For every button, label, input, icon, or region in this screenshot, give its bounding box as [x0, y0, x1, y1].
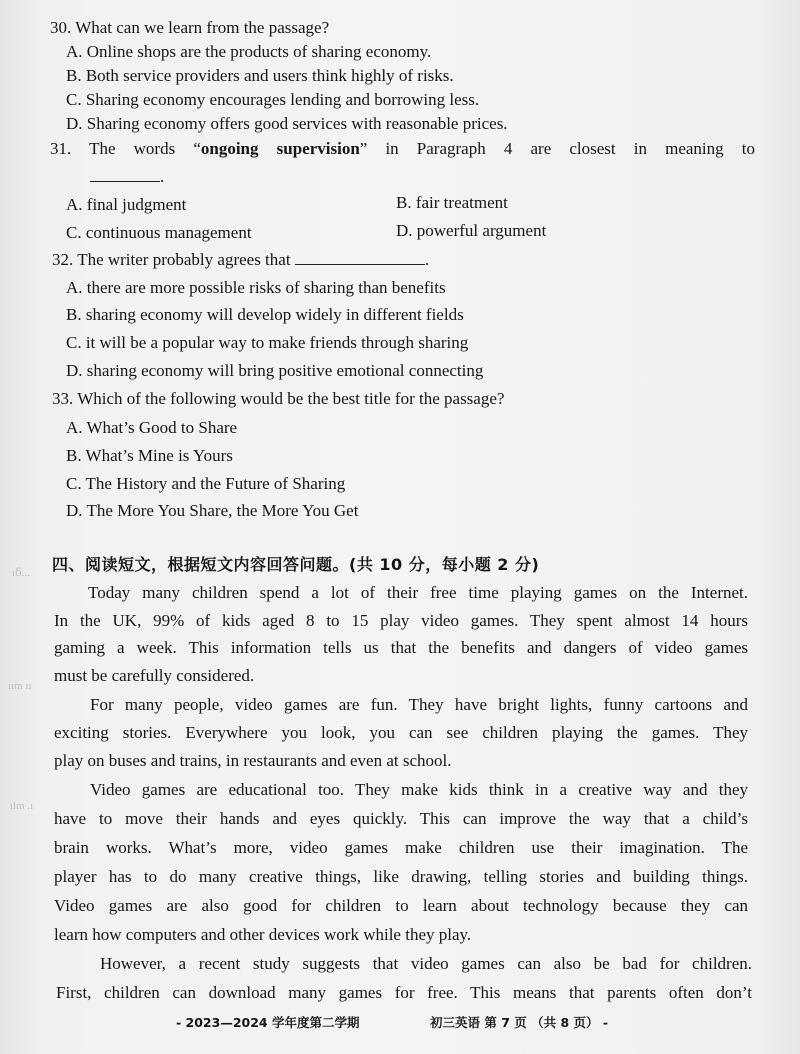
- passage-line: However, a recent study suggests that video games can also be bad for children.: [100, 954, 752, 973]
- passage-line: brain works. What’s more, video games make children use their imagination. The: [54, 838, 748, 857]
- passage-line: Video games are educational too. They make kids think in a creative way and they: [90, 780, 748, 799]
- passage-line: For many people, video games are fun. They have bright lights, funny cartoons and: [90, 695, 748, 714]
- q31-stem-bold: ongoing supervision: [200, 139, 360, 158]
- footer-page-number: 初三英语 第 7 页 （共 8 页） -: [430, 1015, 609, 1030]
- q30-option-c: C. Sharing economy encourages lending and borrowing less.: [66, 90, 480, 109]
- bleed-mark: ıım ıı: [8, 680, 32, 692]
- q31-option-a: A. final judgment: [66, 195, 187, 214]
- bleed-mark: ılm .ı: [10, 800, 34, 812]
- passage-line: must be carefully considered.: [54, 666, 255, 685]
- q30-option-b: B. Both service providers and users think highly of risks.: [66, 66, 454, 85]
- q33-option-c: C. The History and the Future of Sharing: [66, 474, 346, 493]
- passage-line: have to move their hands and eyes quickly. This can improve the way that a child’s: [54, 809, 748, 828]
- q30-option-a: A. Online shops are the products of sharing economy.: [66, 42, 432, 61]
- footer-term: - 2023—2024 学年度第二学期: [176, 1015, 360, 1030]
- q31-stem-a: 31. The words “: [50, 139, 201, 158]
- q30-stem: 30. What can we learn from the passage?: [50, 18, 330, 37]
- passage-line: play on buses and trains, in restaurants and even at school.: [54, 751, 452, 770]
- section-4-heading: 四、阅读短文，根据短文内容回答问题。(共 10 分，每小题 2 分): [52, 555, 540, 574]
- bleed-mark: ıẟ...: [12, 567, 30, 579]
- q31-option-d: D. powerful argument: [396, 221, 547, 240]
- passage-line: First, children can download many games for free. This means that parents often don’t: [56, 983, 752, 1002]
- passage-line: In the UK, 99% of kids aged 8 to 15 play video games. They spent almost 14 hours: [54, 611, 748, 630]
- q33-option-b: B. What’s Mine is Yours: [66, 446, 233, 465]
- passage-line: Video games are also good for children to learn about technology because they can: [54, 896, 748, 915]
- q32-option-b: B. sharing economy will develop widely in different fields: [66, 305, 464, 324]
- passage-line: learn how computers and other devices work while they play.: [54, 925, 472, 944]
- q32-stem: [52, 249, 429, 271]
- q33-option-d: D. The More You Share, the More You Get: [66, 501, 359, 520]
- q31-option-c: C. continuous management: [66, 223, 252, 242]
- q33-stem: 33. Which of the following would be the best title for the passage?: [52, 389, 505, 408]
- q31-option-b: B. fair treatment: [396, 193, 508, 212]
- q31-stem: [50, 138, 755, 160]
- passage-line: Today many children spend a lot of their free time playing games on the Internet.: [88, 583, 748, 602]
- q32-option-a: A. there are more possible risks of sharing than benefits: [66, 278, 446, 297]
- q33-option-a: A. What’s Good to Share: [66, 418, 238, 437]
- passage-line: player has to do many creative things, like drawing, telling stories and building things.: [54, 867, 748, 886]
- q30-option-d: D. Sharing economy offers good services with reasonable prices.: [66, 114, 508, 133]
- q32-option-c: C. it will be a popular way to make friends through sharing: [66, 333, 469, 352]
- q31-stem-end: .: [160, 167, 165, 186]
- q31-stem-b: ” in Paragraph 4 are closest in meaning to: [359, 139, 756, 158]
- q32-option-d: D. sharing economy will bring positive emotional connecting: [66, 361, 484, 380]
- passage-line: gaming a week. This information tells us that the benefits and dangers of video games: [54, 638, 748, 657]
- passage-line: exciting stories. Everywhere you look, you can see children playing the games. They: [54, 723, 748, 742]
- q32-stem-text: 32. The writer probably agrees that: [52, 250, 291, 269]
- q32-stem-end: .: [424, 250, 430, 269]
- q31-answer-blank: [90, 166, 164, 188]
